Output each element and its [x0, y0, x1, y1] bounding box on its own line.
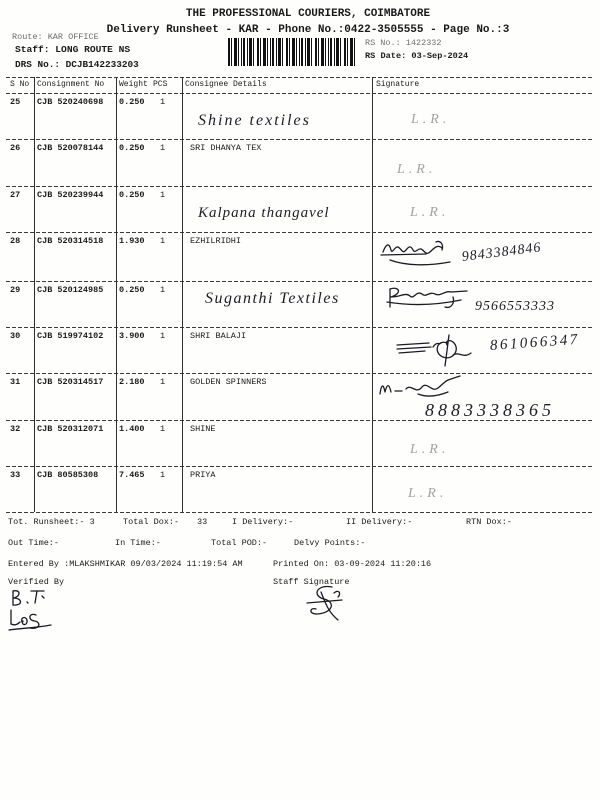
- drs-number: DRS No.: DCJB142233203: [15, 59, 139, 70]
- first-delivery-label: I Delivery:-: [232, 517, 294, 527]
- table-top-rule: [6, 77, 592, 78]
- printed-on: Printed On: 03-09-2024 11:20:16: [273, 559, 432, 569]
- table-bottom-rule: [6, 512, 592, 513]
- serial-number: 25: [10, 97, 21, 107]
- rs-date: RS Date: 03-Sep-2024: [365, 51, 469, 61]
- weight-value: 0.250: [119, 285, 145, 295]
- table-row: [0, 328, 600, 373]
- receiver-initials: L.R.: [410, 205, 450, 220]
- column-header-consignee: Consignee Details: [185, 80, 267, 89]
- table-row: [0, 467, 600, 512]
- receiver-initials: L.R.: [408, 486, 448, 501]
- consignee-name: GOLDEN SPINNERS: [190, 377, 267, 387]
- serial-number: 32: [10, 424, 21, 434]
- pieces-value: 1: [160, 236, 166, 246]
- pieces-value: 1: [160, 190, 166, 200]
- second-delivery-label: II Delivery:-: [346, 517, 413, 527]
- weight-value: 0.250: [119, 143, 145, 153]
- receiver-initials: L.R.: [397, 162, 437, 177]
- consignee-name: PRIYA: [190, 470, 216, 480]
- receiver-phone: 8883338365: [425, 400, 555, 420]
- table-row: [0, 374, 600, 420]
- serial-number: 30: [10, 331, 21, 341]
- barcode: [228, 38, 357, 66]
- consignment-number: CJB 520240698: [37, 97, 104, 107]
- total-dox-value: 33: [197, 517, 208, 527]
- column-header-consignment: Consignment No: [37, 80, 105, 89]
- table-row: [0, 233, 600, 281]
- staff-signature: [302, 583, 348, 623]
- company-name: THE PROFESSIONAL COURIERS, COIMBATORE: [185, 8, 431, 20]
- pieces-value: 1: [160, 143, 166, 153]
- route-label: Route: KAR OFFICE: [12, 32, 99, 42]
- consignment-number: CJB 520314518: [37, 236, 104, 246]
- column-header-pcs: PCS: [153, 80, 168, 89]
- consignment-number: CJB 520314517: [37, 377, 104, 387]
- column-header-sno: S No: [10, 80, 30, 89]
- consignee-name: SHRI BALAJI: [190, 331, 247, 341]
- serial-number: 33: [10, 470, 21, 480]
- pieces-value: 1: [160, 470, 166, 480]
- total-dox-label: Total Dox:-: [123, 517, 180, 527]
- pieces-value: 1: [160, 285, 166, 295]
- consignment-number: CJB 520239944: [37, 190, 104, 200]
- entered-by: Entered By :MLAKSHMIKAR 09/03/2024 11:19:54 AM: [8, 559, 243, 569]
- consignee-name: EZHILRIDHI: [190, 236, 242, 246]
- receiver-initials: L.R.: [410, 442, 450, 457]
- column-header-weight: Weight: [119, 80, 148, 89]
- total-pod-label: Total POD:-: [211, 538, 268, 548]
- column-header-signature: Signature: [376, 80, 420, 89]
- handwritten-consignee: Kalpana thangavel: [198, 205, 330, 221]
- rs-number: RS No.: 1422332: [365, 38, 442, 48]
- consignee-name: SRI DHANYA TEX: [190, 143, 262, 153]
- serial-number: 28: [10, 236, 21, 246]
- verifier-signature: [6, 588, 54, 634]
- consignment-number: CJB 80585308: [37, 470, 99, 480]
- weight-value: 0.250: [119, 97, 145, 107]
- pieces-value: 1: [160, 97, 166, 107]
- receiver-phone: 9566553333: [475, 299, 555, 314]
- verified-by-label: Verified By: [8, 577, 65, 587]
- table-row: [0, 94, 600, 139]
- weight-value: 2.180: [119, 377, 145, 387]
- receiver-phone: 9843384846: [461, 240, 543, 265]
- pieces-value: 1: [160, 331, 166, 341]
- table-row: [0, 421, 600, 466]
- serial-number: 26: [10, 143, 21, 153]
- weight-value: 1.400: [119, 424, 145, 434]
- serial-number: 31: [10, 377, 21, 387]
- total-runsheet: Tot. Runsheet:- 3: [8, 517, 95, 527]
- consignment-number: CJB 520078144: [37, 143, 104, 153]
- receiver-signature: [385, 285, 470, 311]
- return-dox-label: RTN Dox:-: [466, 517, 512, 527]
- consignment-number: CJB 519974102: [37, 331, 104, 341]
- receiver-signature: [380, 238, 455, 270]
- receiver-signature: [395, 333, 475, 367]
- table-row: [0, 282, 600, 327]
- table-row: [0, 187, 600, 232]
- pieces-value: 1: [160, 424, 166, 434]
- handwritten-consignee: Suganthi Textiles: [205, 290, 340, 307]
- handwritten-consignee: Shine textiles: [198, 112, 311, 129]
- out-time-label: Out Time:-: [8, 538, 60, 548]
- weight-value: 0.250: [119, 190, 145, 200]
- delivery-points-label: Delvy Points:-: [294, 538, 366, 548]
- consignment-number: CJB 520124985: [37, 285, 104, 295]
- in-time-label: In Time:-: [115, 538, 161, 548]
- weight-value: 1.930: [119, 236, 145, 246]
- receiver-initials: L.R.: [411, 112, 451, 127]
- weight-value: 7.465: [119, 470, 145, 480]
- staff-signature-label: Staff Signature: [273, 577, 350, 587]
- pieces-value: 1: [160, 377, 166, 387]
- staff-label: Staff: LONG ROUTE NS: [15, 44, 131, 55]
- receiver-phone: 861066347: [489, 331, 581, 354]
- table-row: [0, 140, 600, 186]
- serial-number: 29: [10, 285, 21, 295]
- consignment-number: CJB 520312071: [37, 424, 104, 434]
- consignee-name: SHINE: [190, 424, 216, 434]
- weight-value: 3.900: [119, 331, 145, 341]
- runsheet-title: Delivery Runsheet - KAR - Phone No.:0422-3505555 - Page No.:3: [106, 24, 510, 36]
- receiver-signature: [378, 374, 463, 400]
- serial-number: 27: [10, 190, 21, 200]
